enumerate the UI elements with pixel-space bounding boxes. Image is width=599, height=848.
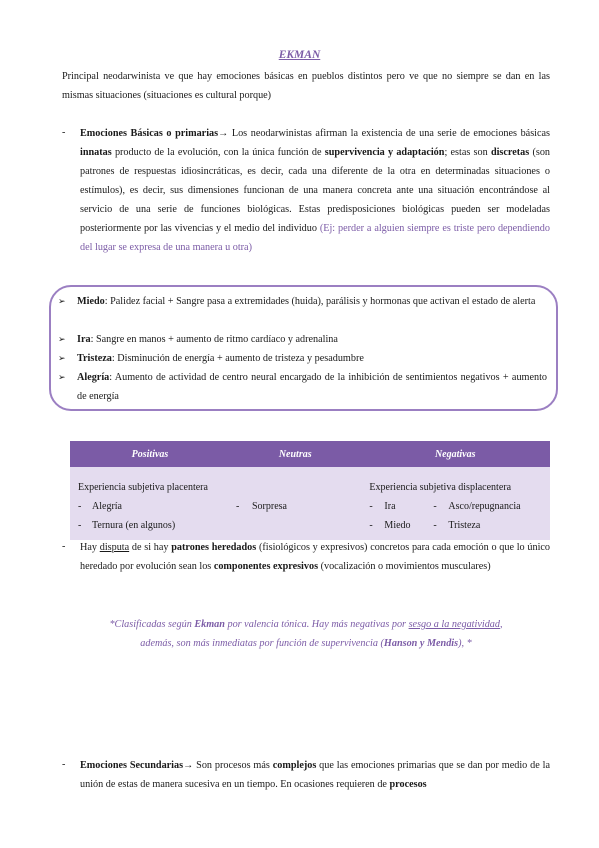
basic-text-1: Los neodarwinistas afirman la existencia de una serie de emociones básicas xyxy=(228,128,550,139)
debate-text-2: de si hay xyxy=(129,542,172,553)
term-innatas: innatas xyxy=(80,147,112,158)
emotion-name: Miedo xyxy=(77,296,105,307)
secondary-emotions-paragraph xyxy=(80,756,550,794)
emotion-name: Tristeza xyxy=(77,353,112,364)
emotion-desc: : Aumento de actividad de centro neural encargado de la inhibición de sentimientos negativos + aumento de energía xyxy=(77,372,547,402)
neu-item: Sorpresa xyxy=(252,501,287,512)
note-ekman: Ekman xyxy=(194,619,225,630)
term-supervivencia: supervivencia y adaptación xyxy=(324,147,445,158)
debate-paragraph xyxy=(80,538,550,576)
term-discretas: discretas xyxy=(490,147,530,158)
list-dash: - xyxy=(62,127,66,138)
basic-heading: Emociones Básicas o primarias xyxy=(80,128,219,139)
list-dash: - xyxy=(236,501,240,512)
bullet-arrow-icon: ➢ xyxy=(58,296,66,306)
list-dash: - xyxy=(433,501,437,512)
emotion-desc: : Disminución de energía + aumento de tristeza y pesadumbre xyxy=(111,353,364,364)
emotion-desc: : Sangre en manos + aumento de ritmo cardíaco y adrenalina xyxy=(90,334,338,345)
arrow-icon: → xyxy=(183,760,194,771)
col-header-neutras: Neutras xyxy=(230,441,360,467)
emotion-name: Alegría xyxy=(77,372,110,383)
note-sesgo: sesgo a la negatividad xyxy=(408,619,500,630)
emotion-name: Ira xyxy=(77,334,91,345)
pos-item: Alegría xyxy=(92,501,122,512)
cell-positivas xyxy=(70,467,230,540)
pos-item: Ternura (en algunos) xyxy=(92,520,176,531)
list-dash: - xyxy=(62,759,66,770)
note-text-e: ), * xyxy=(458,638,472,649)
secondary-text-2: que las emociones primarias que se dan por medio de la unión de estas de manera sucesiva en un tiempo. En ocasiones requieren de xyxy=(80,760,550,790)
neg-title: Experiencia subjetiva displacentera xyxy=(369,482,512,493)
basic-text-2: producto de la evolución, con la única función de xyxy=(111,147,325,158)
arrow-icon: → xyxy=(218,128,229,139)
classification-note xyxy=(62,615,550,653)
basic-text-4: (son patrones de respuestas idiosincráticas, es decir, cada una diferente de la otra en determinadas situaciones o estímulos), es decir, sus dimensiones funcionan de una manera concreta ante una situación encontrándose al servicio de una serie de funciones biológicas. Estas predisposiciones biológicas pueden ser modeladas posteriormente por las vivencias y el medio del individuo xyxy=(80,147,551,234)
page-title: EKMAN xyxy=(278,49,321,61)
term-patrones-heredados: patrones heredados xyxy=(171,542,257,553)
debate-text-4: (vocalización o movimientos musculares) xyxy=(318,561,491,572)
neg-item: Miedo xyxy=(384,520,411,531)
note-text-b: por valencia tónica. Hay más negativas por xyxy=(224,619,409,630)
emotion-desc: : Palidez facial + Sangre pasa a extremidades (huida), parálisis y hormonas que activan el estado de alerta xyxy=(104,296,536,307)
basic-emotions-paragraph xyxy=(80,124,550,257)
neg-item: Asco/repugnancia xyxy=(448,501,521,512)
list-dash: - xyxy=(433,520,437,531)
list-dash: - xyxy=(78,501,82,512)
neg-item: Tristeza xyxy=(448,520,481,531)
term-complejos: complejos xyxy=(272,760,317,771)
note-hanson: Hanson y Mendis xyxy=(383,638,459,649)
secondary-heading: Emociones Secundarias xyxy=(80,760,184,771)
col-header-negativas: Negativas xyxy=(360,441,550,467)
note-text-a: *Clasificadas según xyxy=(109,619,195,630)
debate-text-1: Hay xyxy=(80,542,100,553)
list-dash: - xyxy=(369,520,373,531)
example-text: (Ej: perder a alguien siempre es triste pero dependiendo del lugar se expresa de una manera u otra) xyxy=(80,223,550,253)
cell-neutras xyxy=(230,467,360,540)
list-dash: - xyxy=(62,541,66,552)
valence-table xyxy=(70,441,550,540)
bullet-arrow-icon: ➢ xyxy=(58,334,66,344)
col-header-positivas: Positivas xyxy=(70,441,230,467)
list-dash: - xyxy=(369,501,373,512)
bullet-arrow-icon: ➢ xyxy=(58,353,66,363)
intro-paragraph: Principal neodarwinista ve que hay emociones básicas en pueblos distintos pero ve que no siempre se dan en las mismas situaciones (situaciones es cultural porque) xyxy=(62,71,550,101)
term-procesos: procesos xyxy=(389,779,427,790)
term-componentes-expresivos: componentes expresivos xyxy=(213,561,319,572)
neg-item: Ira xyxy=(384,501,396,512)
list-dash: - xyxy=(78,520,82,531)
pos-title: Experiencia subjetiva placentera xyxy=(78,482,208,493)
term-disputa: disputa xyxy=(99,542,130,553)
cell-negativas xyxy=(360,467,550,540)
basic-text-3: ; estas son xyxy=(444,147,491,158)
note-text-c: , xyxy=(499,619,503,630)
note-text-d: además, son más inmediatas por función de supervivencia ( xyxy=(140,638,384,649)
debate-text-3: (fisiológicos y expresivos) concretos para cada emoción o que lo único heredado por evolución sean los xyxy=(80,542,551,572)
secondary-text-1: Son procesos más xyxy=(193,760,273,771)
bullet-arrow-icon: ➢ xyxy=(58,372,66,382)
